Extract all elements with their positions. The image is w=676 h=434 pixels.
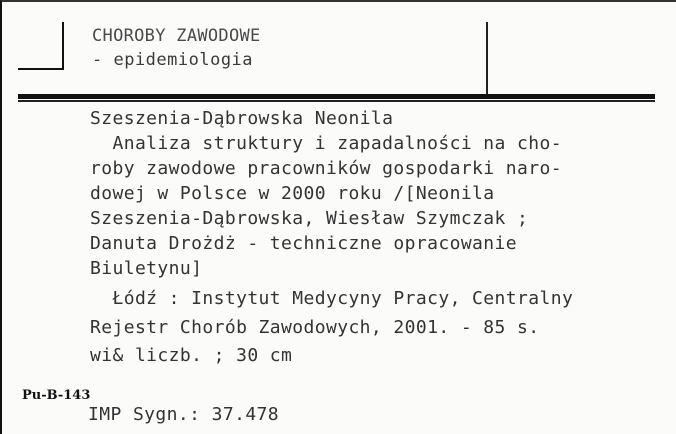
location-mark: Pu-B-143 (22, 388, 91, 403)
imprint-line: Łódź : Instytut Medycyny Pracy, Centralny (90, 288, 574, 309)
entry-line: Analiza struktury i zapadalności na cho- (90, 133, 562, 154)
header-divider (486, 22, 488, 94)
call-number: IMP Sygn.: 37.478 (88, 404, 280, 425)
entry-line: dowej w Polsce w 2000 roku /[Neonila (90, 183, 495, 204)
header-rule-thick (18, 94, 655, 99)
subject-heading: CHOROBY ZAWODOWE (92, 26, 261, 46)
corner-mark-vertical (62, 22, 64, 70)
author-line: Szeszenia-Dąbrowska Neonila (90, 108, 394, 129)
physical-description-line: wi& liczb. ; 30 cm (90, 345, 293, 366)
subject-subdivision: - epidemiologia (92, 50, 254, 70)
header-rule-thin (18, 100, 655, 102)
entry-line: Danuta Drożdż - techniczne opracowanie (90, 233, 518, 254)
corner-mark-horizontal (18, 68, 64, 70)
entry-line: roby zawodowe pracowników gospodarki naro- (90, 158, 562, 179)
entry-line: Biuletynu] (90, 258, 203, 279)
entry-line: Szeszenia-Dąbrowska, Wiesław Szymczak ; (90, 208, 529, 229)
imprint-line: Rejestr Chorób Zawodowych, 2001. - 85 s. (90, 317, 540, 338)
